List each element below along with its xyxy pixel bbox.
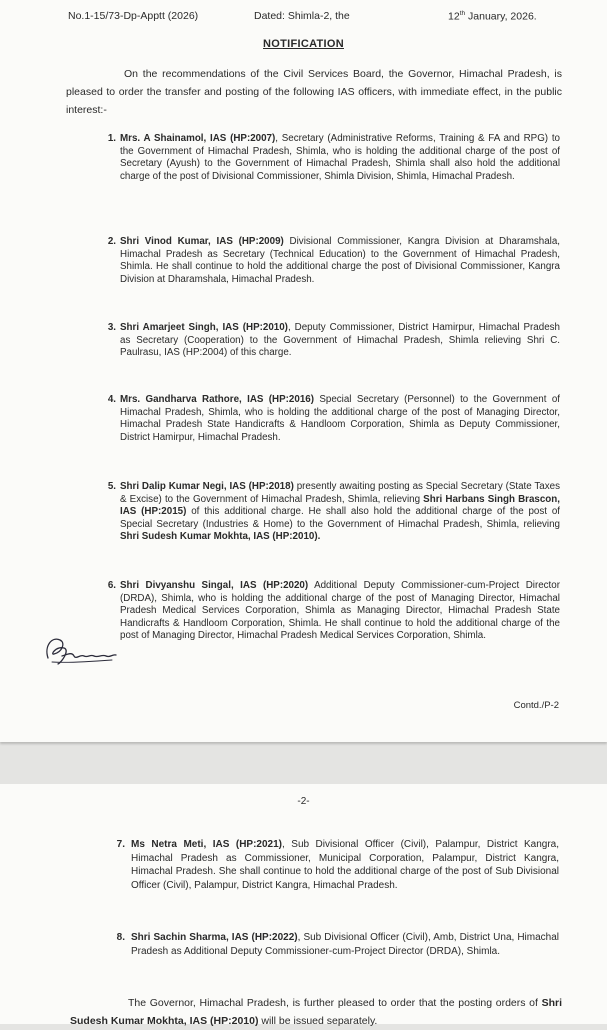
notification-date: 12th January, 2026. xyxy=(448,10,537,23)
list-item: 5. Shri Dalip Kumar Negi, IAS (HP:2018) presently awaiting posting as Special Secretary (State Taxes & Excise) to the Government of Himachal Pradesh, Shimla, relieving Shri Harbans Singh Brascon, IAS (HP:2015) of this additional charge. He shall also hold the additional charge of the post of Special Secretary (Industries & Home) to the Government of Himachal Pradesh, Shimla, relieving Shri Sudesh Kumar Mokhta, IAS (HP:2010). xyxy=(107,481,560,543)
list-item: 8. Shri Sachin Sharma, IAS (HP:2022), Sub Divisional Officer (Civil), Amb, District Una, Himachal Pradesh as Additional Deputy Commissioner-cum-Project Director (DRDA), Shimla. xyxy=(116,932,559,957)
list-item: 3. Shri Amarjeet Singh, IAS (HP:2010), Deputy Commissioner, District Hamirpur, Himachal Pradesh as Secretary (Cooperation) to the Government of Himachal Pradesh, Shimla relieving Shri C. Paulrasu, IAS (HP:2004) of this charge. xyxy=(107,322,560,359)
list-item: 6. Shri Divyanshu Singal, IAS (HP:2020) Additional Deputy Commissioner-cum-Project Director (DRDA), Shimla, who is holding the additional charge of the post of Managing Director, Himachal Pradesh Medical Services Corporation, Shimla as Managing Director, Himachal Pradesh State Handicrafts & Handloom Corporation, Shimla. He shall continue to hold the additional charge of the post of Managing Director, Himachal Pradesh Medical Services Corporation, Shimla. xyxy=(107,580,560,642)
signature xyxy=(42,632,120,668)
reference-number: No.1-15/73-Dp-Apptt (2026) xyxy=(68,10,199,22)
list-item: 7. Ms Netra Meti, IAS (HP:2021), Sub Divisional Officer (Civil), Palampur, District Kangra, Himachal Pradesh as Commissioner, Municipal Corporation, Palampur, District Kangra, Himachal Pradesh. She shall continue to hold the additional charge of the post of Sub Divisional Officer (Civil), Palampur, District Kangra, Himachal Pradesh. xyxy=(116,839,559,891)
intro-paragraph: On the recommendations of the Civil Services Board, the Governor, Himachal Pradesh, is pleased to order the transfer and posting of the following IAS officers, with immediate effect, in the public interest:- xyxy=(66,68,562,116)
page-title: NOTIFICATION xyxy=(263,38,344,50)
dated-place: Dated: Shimla-2, the xyxy=(254,10,350,22)
document-page-2 xyxy=(0,784,607,1027)
page-number: -2- xyxy=(297,796,310,807)
closing-paragraph: The Governor, Himachal Pradesh, is further pleased to order that the posting orders of Shri Sudesh Kumar Mokhta, IAS (HP:2010) will be issued separately. xyxy=(70,997,562,1027)
continued-note: Contd./P-2 xyxy=(513,700,559,711)
list-item: 2. Shri Vinod Kumar, IAS (HP:2009) Divisional Commissioner, Kangra Division at Dharamshala, Himachal Pradesh as Secretary (Technical Education) to the Government of Himachal Pradesh, Shimla. He shall continue to hold the additional charge the post of Divisional Commissioner, Kangra Division at Dharamshala, Himachal Pradesh. xyxy=(107,236,560,285)
list-item: 1. Mrs. A Shainamol, IAS (HP:2007), Secretary (Administrative Reforms, Training & FA and RPG) to the Government of Himachal Pradesh, Shimla, who is holding the additional charge of the post of Secretary (Ayush) to the Government of Himachal Pradesh, Shimla shall also hold the additional charge of the post of Divisional Commissioner, Shimla Division, Shimla, Himachal Pradesh. xyxy=(107,133,560,182)
list-item: 4. Mrs. Gandharva Rathore, IAS (HP:2016) Special Secretary (Personnel) to the Government of Himachal Pradesh, Shimla, who is holding the additional charge of the post of Managing Director, Himachal Pradesh State Handicrafts & Handloom Corporation, Shimla as Deputy Commissioner, District Hamirpur, Himachal Pradesh. xyxy=(107,394,560,443)
